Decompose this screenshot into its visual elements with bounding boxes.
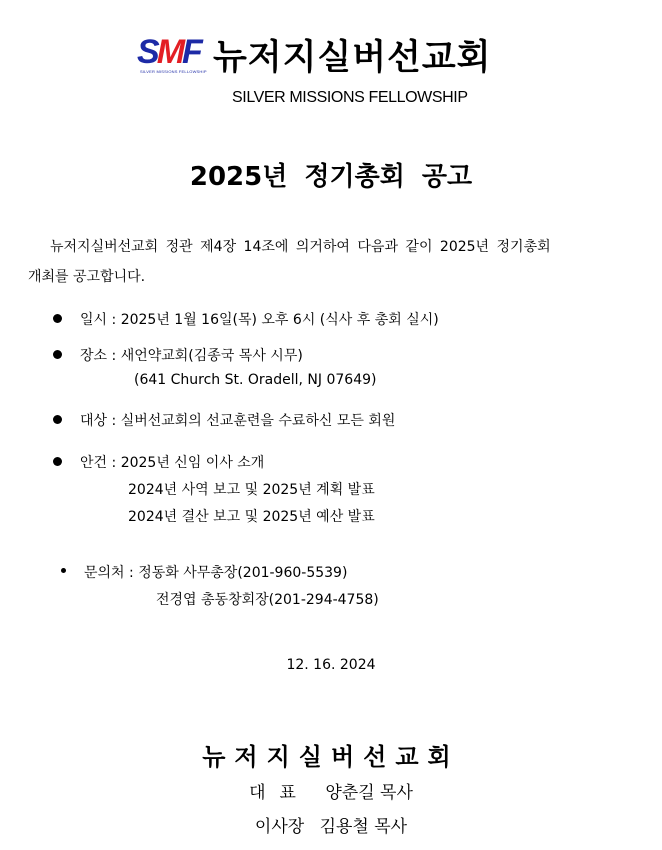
bullet-icon: [53, 350, 62, 359]
intro-line-2: 개최를 공고합니다.: [28, 269, 146, 285]
item-agenda-label: 안건: [80, 455, 108, 471]
item-agenda: [80, 452, 264, 472]
item-agenda-line-1: 2025년 신임 이사 소개: [120, 455, 265, 471]
bullet-icon: [53, 314, 62, 323]
signature-person-2: 김용철 목사: [319, 817, 408, 837]
item-contact-label: 문의처: [84, 565, 125, 581]
logo-tagline: SILVER MISSIONS FELLOWSHIP: [140, 69, 207, 74]
item-agenda-line-3: 2024년 결산 보고 및 2025년 예산 발표: [128, 509, 375, 525]
item-separator: :: [111, 348, 117, 364]
item-place-address: (641 Church St. Oradell, NJ 07649): [134, 372, 377, 388]
item-contact-line-1: 정동화 사무총장(201-960-5539): [138, 565, 348, 581]
signature-role-1: 대표: [249, 783, 310, 803]
item-contact: [84, 562, 347, 582]
logo-letters: [137, 32, 200, 72]
item-target: [80, 410, 395, 430]
church-name-heading: 뉴저지실버선교회: [213, 38, 492, 78]
logo-letter-f: F: [182, 33, 200, 71]
intro-line-1: 뉴저지실버선교회 정관 제4장 14조에 의거하여 다음과 같이 2025년 정기총회: [50, 239, 551, 255]
item-datetime-label: 일시: [80, 312, 108, 328]
signature-line-2: [0, 812, 662, 837]
item-separator: :: [111, 413, 117, 429]
item-datetime: [80, 309, 439, 329]
logo-letter-m: M: [156, 33, 183, 71]
item-target-label: 대상: [80, 413, 108, 429]
item-separator: :: [129, 565, 134, 581]
item-contact-line-2: 전경엽 총동창회장(201-294-4758): [156, 592, 379, 608]
document-title: 2025년 정기총회 공고: [189, 162, 473, 192]
item-target-value: 실버선교회의 선교훈련을 수료하신 모든 회원: [120, 413, 396, 429]
smf-logo: [137, 33, 207, 76]
item-place-value: 새언약교회(김종국 목사 시무): [120, 348, 303, 364]
church-name-english: SILVER MISSIONS FELLOWSHIP: [232, 89, 468, 106]
item-separator: :: [111, 455, 117, 471]
signature-role-2: 이사장: [254, 817, 305, 837]
small-bullet-icon: [61, 568, 66, 573]
logo-letter-s: S: [137, 33, 157, 71]
item-place-label: 장소: [80, 348, 108, 364]
signature-organization: 뉴저지실버선교회: [202, 743, 460, 771]
bullet-icon: [53, 415, 62, 424]
signature-line-1: [0, 778, 662, 803]
bullet-icon: [53, 457, 62, 466]
item-place: [80, 345, 303, 365]
item-separator: :: [111, 312, 117, 328]
item-agenda-line-2: 2024년 사역 보고 및 2025년 계획 발표: [128, 482, 375, 498]
signature-person-1: 양춘길 목사: [325, 783, 413, 803]
notice-date: 12. 16. 2024: [286, 657, 376, 673]
item-datetime-value: 2025년 1월 16일(목) 오후 6시 (식사 후 총회 실시): [120, 312, 439, 328]
